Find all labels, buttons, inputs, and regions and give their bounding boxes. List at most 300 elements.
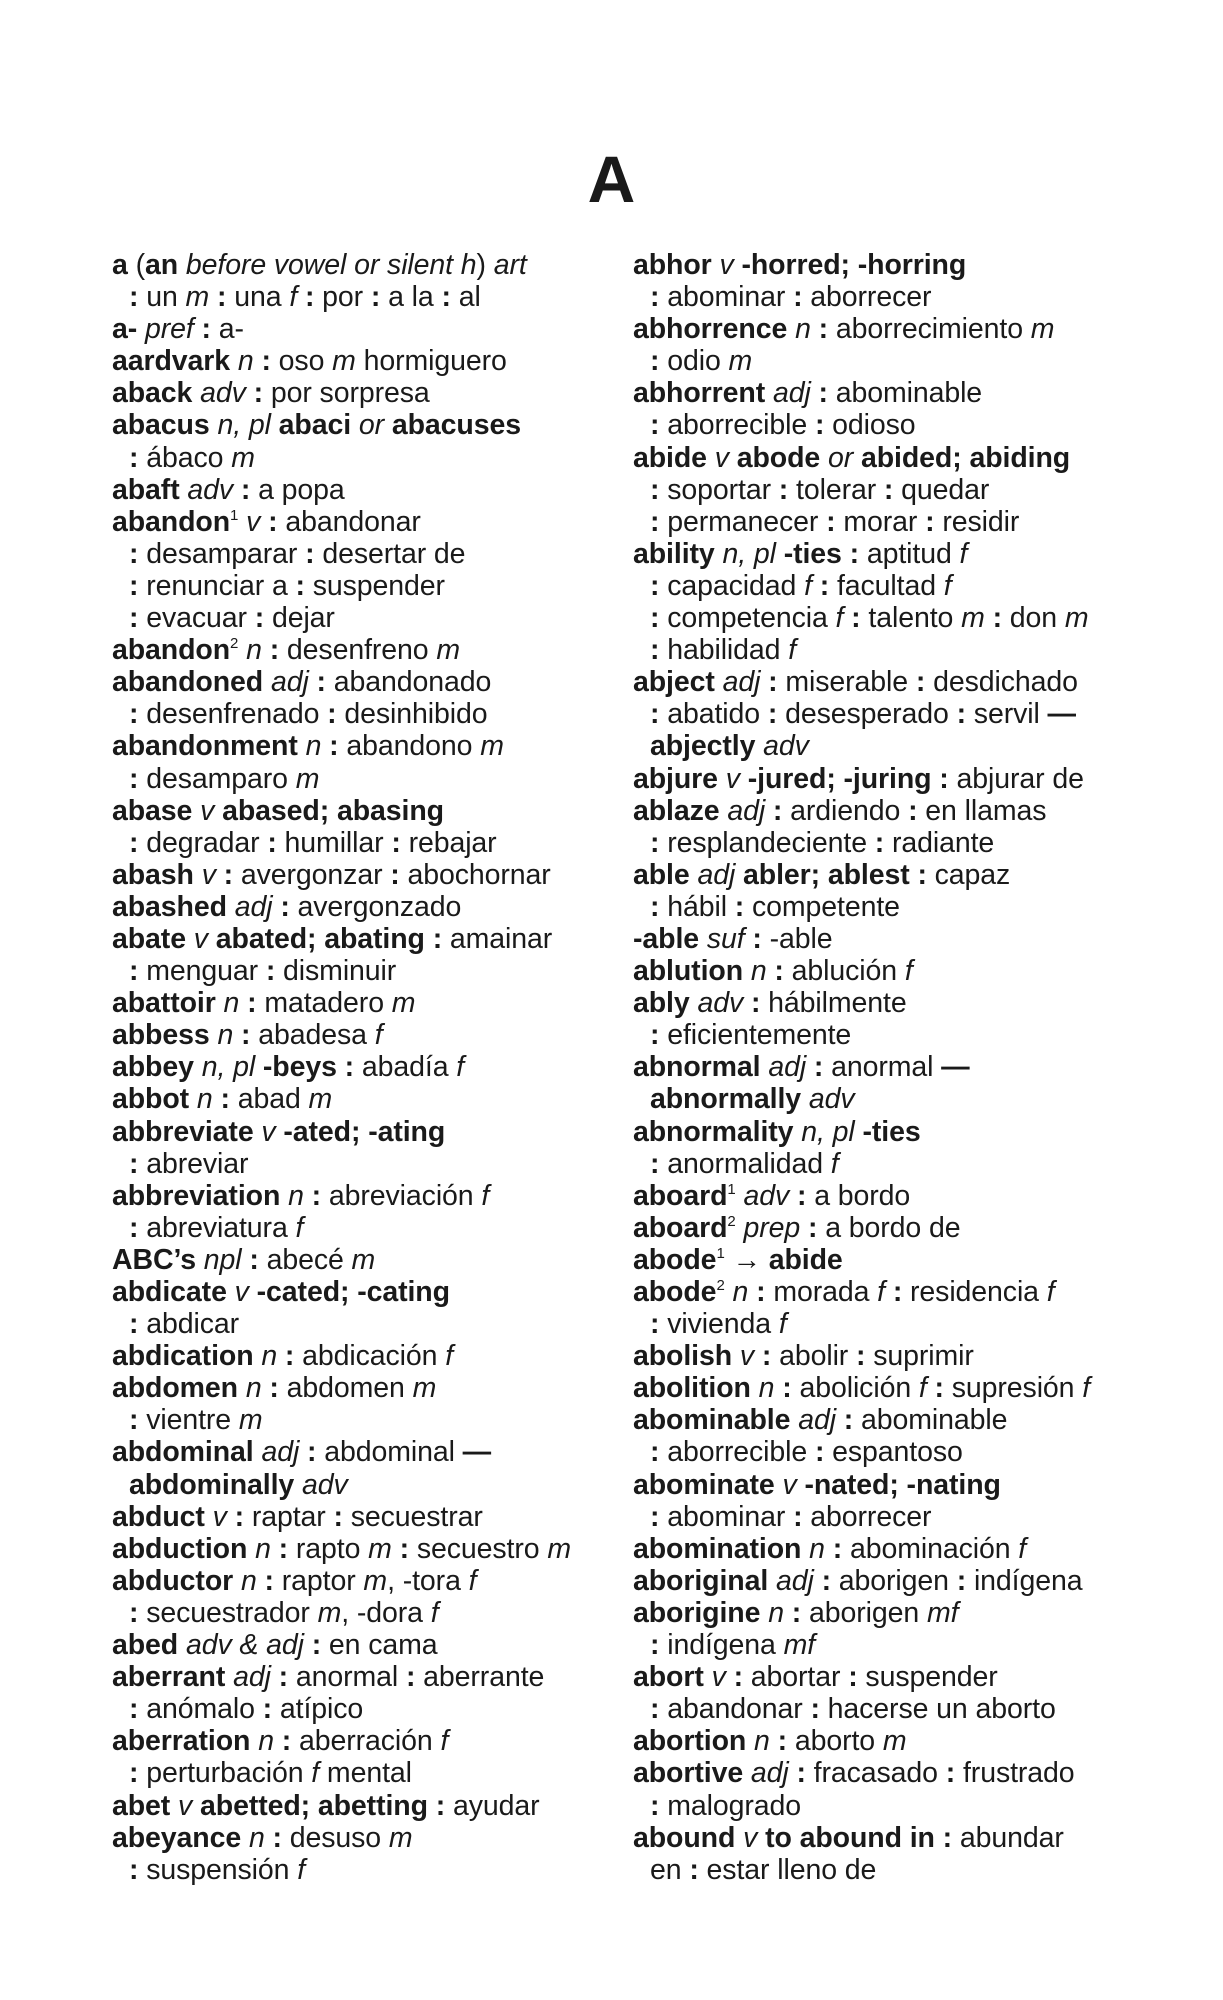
plain-text: soportar (667, 473, 779, 506)
plain-text: vivienda (667, 1308, 779, 1341)
plain-text: evacuar (146, 602, 255, 635)
plain-text (853, 442, 861, 474)
italic-text: n, pl (201, 1051, 256, 1084)
entry-continuation-line (633, 634, 1153, 666)
plain-text (351, 409, 359, 441)
entry-line (112, 666, 612, 698)
plain-text (196, 1244, 204, 1276)
plain-text: resplandeciente (667, 826, 875, 859)
plain-text: menguar (146, 955, 266, 988)
entry-line (633, 538, 1153, 570)
bold-text: abnormality (633, 1115, 794, 1148)
bold-text: : (129, 826, 147, 859)
plain-text (247, 1533, 255, 1565)
bold-text: : (650, 1629, 668, 1662)
bold-text: -jured; -juring : (747, 762, 957, 795)
entry-line (633, 923, 1153, 955)
plain-text: espantoso (832, 1436, 963, 1469)
plain-text: secuestrador (146, 1596, 318, 1629)
bold-text: abortion (633, 1725, 747, 1758)
entry-continuation-line (112, 1757, 612, 1789)
bold-text: : (650, 1019, 668, 1052)
entry-continuation-line (112, 538, 612, 570)
bold-text: aboard (633, 1211, 728, 1244)
bold-text: : (788, 1757, 814, 1790)
bold-text: : (793, 281, 811, 314)
plain-text: capaz (934, 858, 1011, 891)
bold-text: : (261, 634, 287, 667)
entry-continuation-line (633, 1693, 1153, 1725)
bold-text: aberrant (112, 1661, 226, 1694)
entry-continuation-line (633, 345, 1153, 377)
bold-text: → abide (724, 1243, 843, 1276)
italic-text: m (332, 345, 356, 378)
entry-continuation-line (112, 1308, 612, 1340)
italic-text: f (311, 1757, 320, 1790)
bold-text: : (945, 1757, 963, 1790)
plain-text: abreviación (328, 1179, 482, 1212)
bold-text: abortive (633, 1757, 744, 1790)
italic-text: f (877, 1276, 885, 1308)
plain-text (186, 923, 194, 955)
italic-text: m (436, 634, 461, 667)
bold-text: abduct (112, 1500, 205, 1533)
bold-text: abbey (112, 1051, 194, 1084)
plain-text (255, 1051, 263, 1083)
entry-line (633, 1404, 1153, 1436)
entry-continuation-line (633, 1501, 1153, 1533)
italic-text: f (430, 1596, 439, 1629)
bold-text: : (262, 1693, 280, 1726)
italic-text: v (261, 1115, 276, 1148)
italic-text: m (368, 1532, 392, 1565)
plain-text: una (234, 281, 290, 314)
plain-text (225, 1661, 233, 1693)
plain-text: renunciar a (146, 569, 296, 602)
italic-text: n (261, 1340, 278, 1373)
plain-text: , -dora (341, 1596, 431, 1629)
italic-text: v (719, 249, 734, 281)
plain-text: hábil (667, 890, 735, 923)
entry-line (112, 1629, 612, 1661)
entry-continuation-line (633, 891, 1153, 923)
italic-text: adv & adj (185, 1629, 304, 1662)
bold-text: abide (633, 441, 707, 474)
bold-text: : (926, 1372, 952, 1405)
plain-text (238, 506, 246, 538)
italic-text: adj (270, 666, 309, 699)
italic-text: n (237, 345, 254, 378)
italic-text: adv (200, 377, 246, 410)
plain-text (263, 666, 271, 698)
plain-text (192, 1790, 200, 1822)
plain-text: abominar (667, 1500, 794, 1533)
bold-text: : (650, 281, 668, 314)
bold-text: : (370, 281, 389, 314)
plain-text: facultad (836, 569, 944, 602)
entry-continuation-line (633, 1308, 1153, 1340)
bold-text: : (650, 345, 668, 378)
plain-text: frustrado (962, 1757, 1075, 1790)
bold-text: : (793, 1500, 811, 1533)
bold-text: : (129, 1596, 147, 1629)
entry-line (112, 1019, 612, 1051)
entry-line (112, 249, 612, 281)
entry-line (633, 1051, 1153, 1083)
plain-text: un (146, 281, 186, 314)
plain-text: raptor (281, 1564, 364, 1597)
entry-line (633, 763, 1153, 795)
bold-text: to abound in : (765, 1821, 960, 1854)
italic-text: adv (743, 1179, 790, 1212)
entry-continuation-line (112, 955, 612, 987)
bold-text: : (650, 409, 668, 442)
italic-text: f (374, 1019, 383, 1052)
plain-text (743, 1757, 751, 1789)
plain-text: dejar (271, 602, 335, 635)
italic-text: m (238, 1404, 263, 1437)
bold-text: : (810, 313, 836, 346)
entry-line (633, 1533, 1153, 1565)
bold-text: abandon (112, 505, 231, 538)
entry-line (112, 1436, 612, 1468)
bold-text: abolish (633, 1340, 733, 1373)
entry-line (633, 1469, 1153, 1501)
entry-line (633, 987, 1153, 1019)
italic-text: n (305, 730, 322, 763)
bold-text: : (129, 1404, 147, 1437)
entry-continuation-line (112, 1404, 612, 1436)
italic-text: v (782, 1468, 797, 1501)
bold-text: : (129, 1693, 147, 1726)
italic-text: n (754, 1725, 770, 1758)
left-column (112, 249, 612, 1886)
italic-text: adj (727, 794, 766, 827)
italic-text: v (739, 1340, 755, 1373)
bold-text: abhorrence (633, 313, 788, 346)
plain-text (740, 763, 748, 795)
bold-text: : (299, 1436, 325, 1469)
plain-text (776, 538, 784, 570)
entry-line (112, 474, 612, 506)
bold-text: abode (633, 1243, 717, 1276)
bold-text: : (129, 537, 147, 570)
entry-continuation-line (633, 1148, 1153, 1180)
bold-text: : (253, 345, 279, 378)
italic-text: adj (768, 1051, 807, 1084)
plain-text: abdicación (302, 1340, 446, 1373)
bold-text: : (650, 826, 668, 859)
plain-text: abreviar (146, 1147, 249, 1180)
entry-continuation-line (112, 827, 612, 859)
bold-text: : (391, 826, 409, 859)
entry-continuation-line (633, 1019, 1153, 1051)
italic-text: m (363, 1564, 388, 1597)
bold-text: abdomen (112, 1372, 238, 1405)
bold-text: : (783, 1596, 809, 1629)
bold-text: : (650, 1693, 668, 1726)
entry-continuation-line (633, 506, 1153, 538)
italic-text: f (959, 537, 968, 570)
italic-text: n (809, 1532, 825, 1565)
homograph-number: 1 (727, 1180, 736, 1198)
bold-text: : (241, 1243, 267, 1276)
bold-text: abort (633, 1661, 704, 1694)
bold-text: : (789, 1179, 815, 1212)
bold-text: abet (112, 1789, 171, 1822)
plain-text: malogrado (667, 1789, 801, 1822)
entry-line (633, 1116, 1153, 1148)
plain-text: residir (942, 505, 1020, 538)
italic-text: n (758, 1372, 775, 1405)
plain-text: aborto (794, 1725, 883, 1758)
plain-text: abadesa (258, 1019, 375, 1052)
italic-text: v (193, 922, 208, 955)
plain-text (718, 763, 726, 795)
entry-line (112, 1244, 612, 1276)
bold-text: : (267, 826, 285, 859)
plain-text: abdicar (146, 1308, 239, 1341)
entry-line (112, 795, 612, 827)
plain-text: en llamas (925, 794, 1047, 827)
bold-text: : (441, 281, 459, 314)
plain-text: aborrecer (810, 281, 932, 314)
bold-text: : (956, 1564, 974, 1597)
italic-text: adv (697, 987, 744, 1020)
bold-text: : (129, 1757, 147, 1790)
italic-text: v (234, 1276, 249, 1308)
entry-line (112, 634, 612, 666)
plain-text (227, 1276, 235, 1308)
italic-text: suf (706, 922, 745, 955)
bold-text: abjure (633, 762, 718, 795)
italic-text: f (918, 1372, 927, 1405)
plain-text: avergonzado (297, 890, 462, 923)
italic-text: v (212, 1500, 227, 1533)
plain-text: abandonado (333, 666, 492, 699)
bold-text: : (908, 794, 926, 827)
bold-text: : (273, 1725, 299, 1758)
plain-text (787, 313, 795, 345)
bold-text: aboriginal (633, 1564, 769, 1597)
plain-text: abatido (667, 698, 768, 731)
italic-text: n (245, 1372, 262, 1405)
plain-text (238, 1372, 246, 1404)
bold-text: : (650, 569, 668, 602)
entry-line (112, 377, 612, 409)
entry-line (112, 1822, 612, 1854)
bold-text: : (215, 858, 241, 891)
bold-text: : (765, 794, 791, 827)
plain-text (751, 1372, 759, 1404)
plain-text (732, 1340, 740, 1372)
entry-continuation-line (112, 1148, 612, 1180)
bold-text: abetted; abetting : (200, 1789, 453, 1822)
bold-text: -ties : (783, 537, 867, 570)
italic-text: v (711, 1661, 726, 1694)
entry-line (633, 377, 1153, 409)
plain-text: abdomen (286, 1372, 413, 1405)
bold-text: abolition (633, 1372, 751, 1405)
plain-text: secuestrar (350, 1500, 483, 1533)
bold-text: : (129, 569, 147, 602)
bold-text: aberration (112, 1725, 251, 1758)
bold-text: a- (112, 313, 138, 346)
bold-text: : (321, 730, 347, 763)
bold-text: abode (736, 441, 821, 474)
entry-line (112, 1276, 612, 1308)
plain-text: perturbación (146, 1757, 312, 1790)
bold-text: : (233, 473, 259, 506)
bold-text: : (856, 1340, 874, 1373)
plain-text: fracasado (813, 1757, 946, 1790)
entry-line (112, 1051, 612, 1083)
bold-text: : (129, 698, 147, 731)
plain-text: hacerse un aborto (827, 1693, 1056, 1726)
plain-text: desenfreno (286, 634, 437, 667)
bold-text: : (754, 1340, 780, 1373)
italic-text: n (196, 1083, 213, 1116)
italic-text: n (750, 955, 767, 988)
italic-text: or (828, 441, 854, 474)
italic-text: n (248, 1821, 265, 1854)
bold-text: : (333, 1500, 351, 1533)
homograph-number: 1 (230, 506, 239, 524)
italic-text: f (297, 1853, 306, 1886)
entry-continuation-line (633, 827, 1153, 859)
plain-text: desertar de (322, 537, 466, 570)
bold-text: abbreviation (112, 1179, 281, 1212)
entry-line (633, 442, 1153, 474)
bold-text: : (261, 1372, 287, 1405)
plain-text: ábaco (146, 441, 232, 474)
italic-text: v (201, 858, 216, 891)
entry-continuation-line (112, 442, 612, 474)
italic-text: adj (798, 1404, 836, 1437)
bold-text: : (650, 473, 668, 506)
bold-text: -ties (862, 1115, 921, 1148)
bold-text: : (650, 890, 668, 923)
bold-text: : (915, 666, 934, 699)
bold-text: : (824, 1532, 850, 1565)
bold-text: : (239, 987, 265, 1020)
bold-text: : (303, 1629, 329, 1662)
entry-continuation-line (633, 602, 1153, 634)
bold-text: -able (633, 922, 700, 955)
bold-text: abeyance (112, 1821, 242, 1854)
bold-text: abler; ablest : (743, 858, 935, 891)
bold-text: abject (633, 666, 715, 699)
italic-text: m (317, 1596, 342, 1629)
bold-text: an (144, 249, 179, 281)
bold-text: abandon (112, 634, 231, 667)
italic-text: prep (743, 1211, 801, 1244)
plain-text (384, 409, 392, 441)
plain-text: indígena (973, 1564, 1083, 1597)
plain-text (725, 1276, 733, 1308)
plain-text (729, 442, 737, 474)
bold-text: : (826, 505, 844, 538)
italic-text: v (246, 505, 261, 538)
bold-text: abhor (633, 249, 712, 281)
bold-text: abominate (633, 1468, 775, 1501)
entry-line (112, 1661, 612, 1693)
italic-text: m (185, 281, 210, 314)
plain-text: eficientemente (667, 1019, 852, 1052)
entry-line (633, 1276, 1153, 1308)
plain-text: abominación (849, 1532, 1019, 1565)
entry-line (112, 1565, 612, 1597)
italic-text: f (481, 1179, 490, 1212)
plain-text: suspensión (146, 1853, 298, 1886)
bold-text: : (650, 602, 668, 635)
entry-continuation-line (633, 1436, 1153, 1468)
plain-text: rapto (295, 1532, 369, 1565)
bold-text: aboard (633, 1179, 728, 1212)
bold-text: ablaze (633, 794, 720, 827)
italic-text: v (743, 1821, 758, 1854)
italic-text: adj (750, 1757, 789, 1790)
plain-text: hormiguero (355, 345, 507, 378)
plain-text (765, 377, 773, 409)
plain-text: suspender (312, 569, 445, 602)
italic-text: f (295, 1211, 304, 1244)
bold-text: : (260, 505, 286, 538)
bold-text: aborigine (633, 1596, 761, 1629)
plain-text: a bordo de (825, 1211, 961, 1244)
bold-text: abdominally (129, 1468, 295, 1501)
italic-text: f (788, 634, 797, 667)
entry-continuation-line (112, 570, 612, 602)
bold-text: abandoned (112, 666, 264, 699)
plain-text: oso (278, 345, 333, 378)
bold-text: -beys : (262, 1051, 362, 1084)
bold-text: : (725, 1661, 751, 1694)
entry-line (112, 1083, 612, 1115)
bold-text: : (391, 1532, 417, 1565)
entry-line (112, 1116, 612, 1148)
entry-continuation-line (633, 1790, 1153, 1822)
bold-text: ability (633, 537, 715, 570)
italic-text: adv (187, 473, 234, 506)
bold-text: : (277, 1340, 303, 1373)
plain-text: a popa (258, 473, 345, 506)
plain-text (194, 1051, 202, 1083)
bold-text: aardvark (112, 345, 231, 378)
entry-continuation-line (633, 1629, 1153, 1661)
bold-text: ably (633, 987, 690, 1020)
bold-text: : (129, 1147, 147, 1180)
plain-text (208, 923, 216, 955)
bold-text: : (129, 281, 147, 314)
bold-text: abdicate (112, 1276, 227, 1308)
italic-text: f (830, 1147, 839, 1180)
entry-line (633, 955, 1153, 987)
entry-continuation-line (112, 1597, 612, 1629)
plain-text: a bordo (814, 1179, 911, 1212)
homograph-number: 2 (716, 1277, 725, 1294)
italic-text: f (456, 1051, 465, 1084)
entry-line (633, 1180, 1153, 1212)
bold-text: : (744, 922, 770, 955)
plain-text: en cama (328, 1629, 438, 1662)
bold-text: : (778, 473, 797, 506)
italic-text: f (445, 1340, 454, 1373)
plain-text (194, 859, 202, 891)
bold-text: : (734, 890, 752, 923)
plain-text (801, 1083, 809, 1115)
plain-text: don (1009, 602, 1065, 635)
